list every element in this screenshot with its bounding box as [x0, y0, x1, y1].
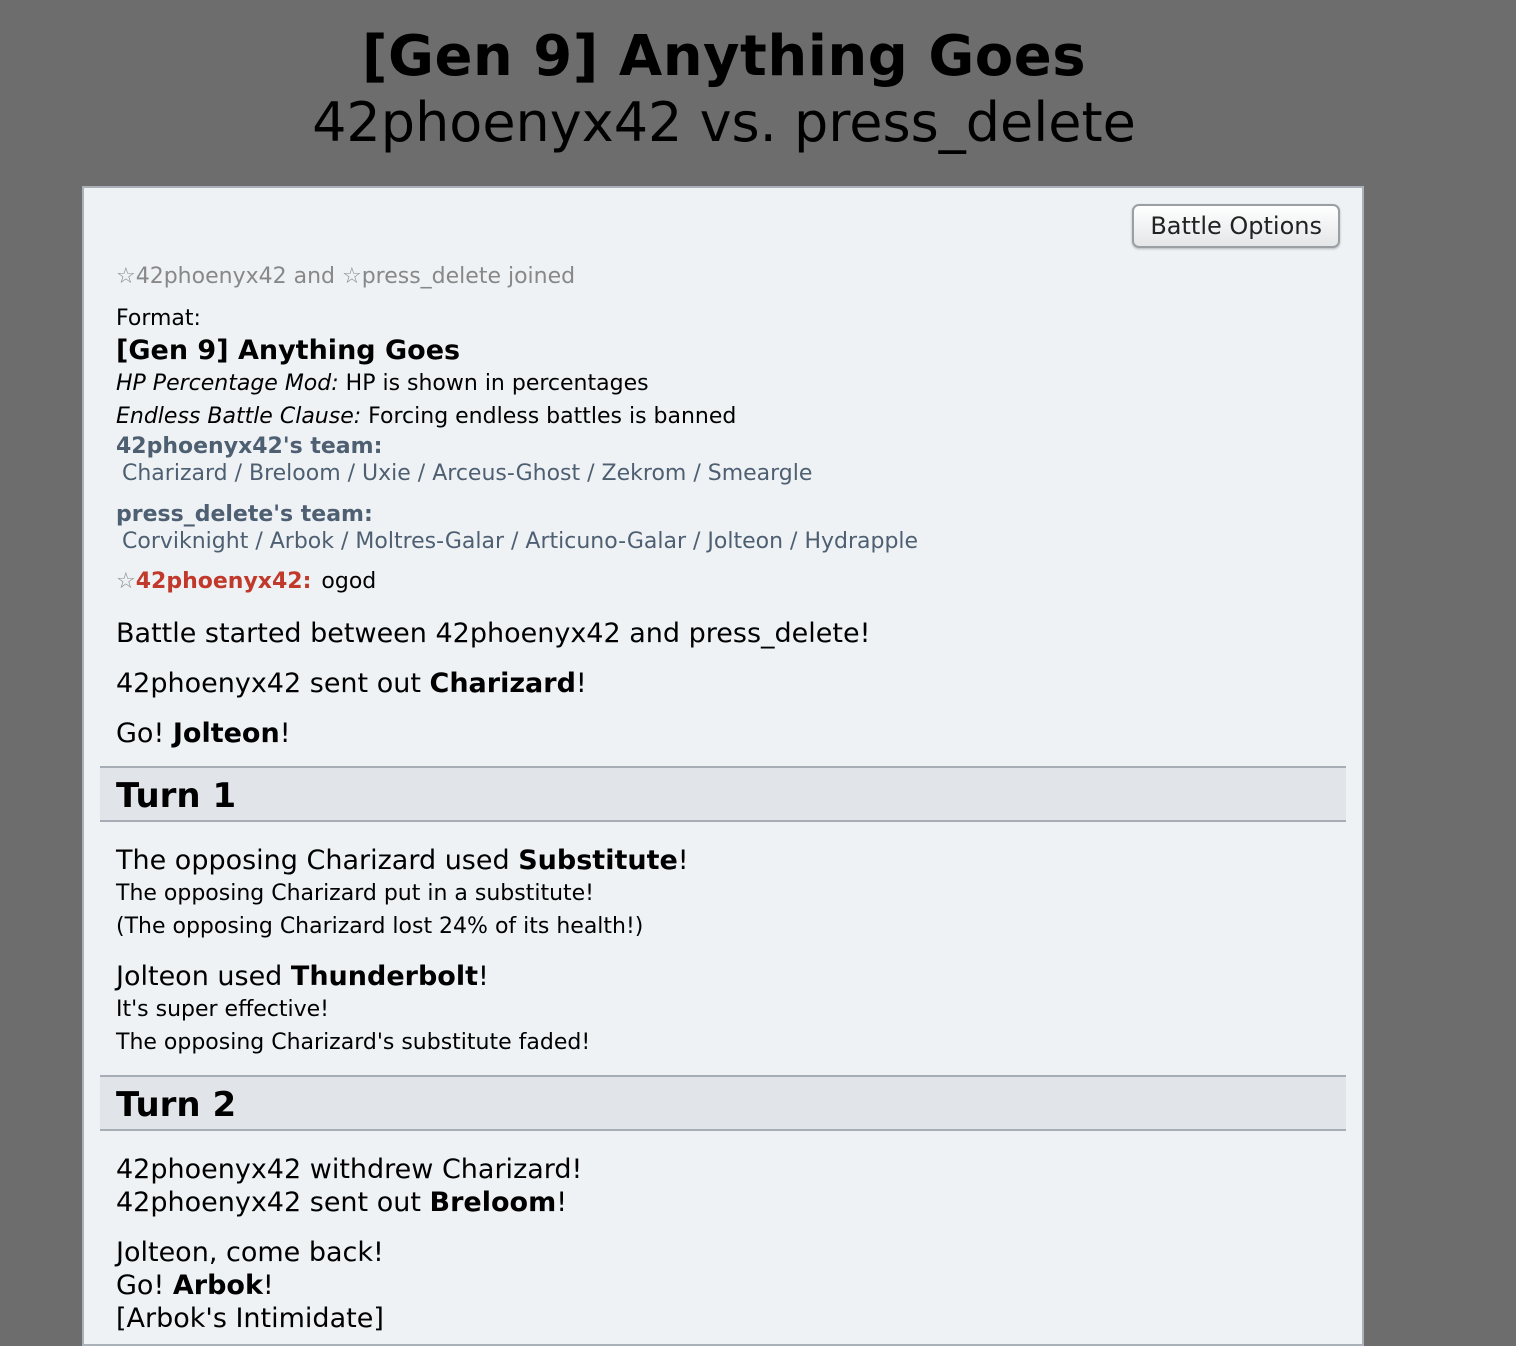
pokemon-name: Charizard: [429, 668, 576, 699]
move-name: Substitute: [518, 845, 678, 876]
sent-out-message: 42phoenyx42 sent out Breloom!: [116, 1187, 568, 1218]
joined-message: ☆42phoenyx42 and ☆press_delete joined: [116, 264, 576, 289]
turn-label: Turn 2: [116, 1085, 237, 1125]
page-title: [Gen 9] Anything Goes: [361, 24, 1087, 89]
battle-log-panel[interactable]: [82, 186, 1364, 1346]
star-icon: ☆: [116, 569, 136, 594]
withdraw-message: 42phoenyx42 withdrew Charizard!: [116, 1154, 583, 1185]
rule-endless-battle: [84, 400, 1362, 433]
pokemon-name: Arbok: [172, 1270, 263, 1301]
move-effect: It's super effective!: [116, 997, 329, 1022]
chat-username[interactable]: 42phoenyx42:: [135, 569, 312, 594]
pokemon-name: Jolteon: [172, 718, 280, 749]
move-effect: (The opposing Charizard lost 24% of its health!): [116, 914, 644, 939]
come-back-message: Jolteon, come back!: [116, 1237, 384, 1268]
turn-header-2: [100, 1075, 1346, 1131]
move-name: Thunderbolt: [290, 961, 478, 992]
battle-options-button[interactable]: Battle Options: [1132, 204, 1340, 248]
team-heading-player2: press_delete's team:: [116, 502, 373, 527]
move-effect: The opposing Charizard's substitute faded!: [116, 1030, 591, 1055]
page-header: [0, 0, 1448, 158]
team-heading-player1: 42phoenyx42's team:: [116, 434, 383, 459]
move-message: Jolteon used Thunderbolt!: [116, 961, 489, 992]
go-message: Go! Jolteon!: [116, 718, 291, 749]
turn-header-1: [100, 766, 1346, 822]
format-label: Format:: [116, 306, 201, 331]
page-subtitle: 42phoenyx42 vs. press_delete: [312, 91, 1136, 154]
move-effect: The opposing Charizard put in a substitute!: [116, 881, 594, 906]
go-message: Go! Arbok!: [116, 1270, 274, 1301]
move-message: The opposing Charizard used Substitute!: [116, 845, 689, 876]
format-name: [Gen 9] Anything Goes: [116, 335, 461, 366]
team-list-player1: Charizard / Breloom / Uxie / Arceus-Ghost / Zekrom / Smeargle: [122, 461, 813, 486]
rule-name: HP Percentage Mod:: [116, 371, 339, 396]
pokemon-name: Breloom: [429, 1187, 557, 1218]
battle-log: [84, 262, 1362, 1335]
rule-hp-percentage: [84, 367, 1362, 400]
turn-label: Turn 1: [116, 776, 237, 816]
team-list-player2: Corviknight / Arbok / Moltres-Galar / Articuno-Galar / Jolteon / Hydrapple: [122, 529, 919, 554]
chat-message: [84, 567, 1362, 597]
sent-out-message: 42phoenyx42 sent out Charizard!: [116, 668, 587, 699]
battle-started-message: Battle started between 42phoenyx42 and press_delete!: [116, 618, 871, 649]
rule-name: Endless Battle Clause:: [116, 404, 362, 429]
ability-message: [Arbok's Intimidate]: [116, 1303, 384, 1334]
rule-desc: HP is shown in percentages: [338, 371, 649, 396]
rule-desc: Forcing endless battles is banned: [361, 404, 737, 429]
chat-text: ogod: [321, 569, 377, 594]
